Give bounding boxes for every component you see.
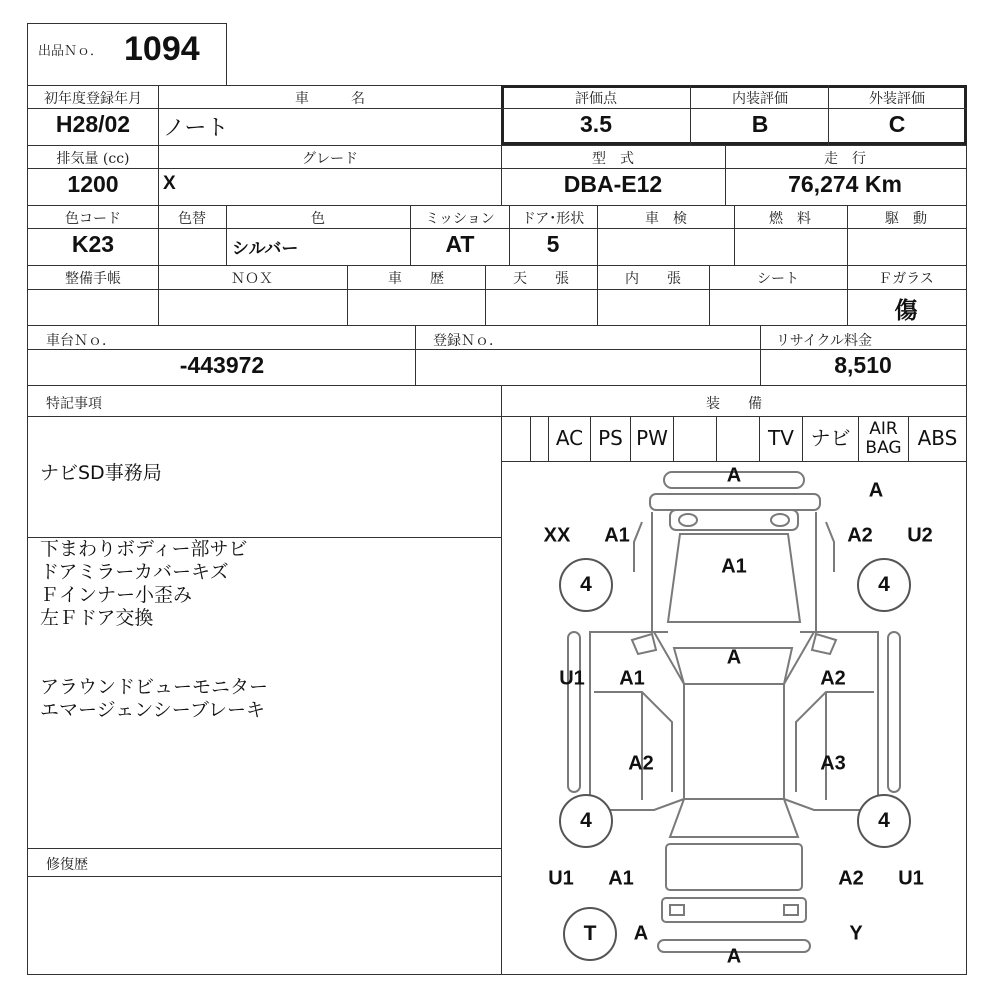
equipment-item-label: ABS	[917, 426, 958, 450]
mission-value: AT	[445, 231, 475, 257]
lot-label: 出品Ｎｏ．	[38, 44, 104, 59]
grade-label: グレード	[302, 151, 358, 167]
model-value: DBA-E12	[563, 171, 663, 197]
interior-label: 内装評価	[732, 91, 788, 107]
interior-trim-label: 内 張	[625, 271, 681, 287]
repair-label: 修復歴	[46, 857, 88, 873]
equipment-cell	[802, 416, 858, 461]
chassis-value: -443972	[179, 352, 265, 378]
car-diagram	[502, 462, 966, 974]
color-label: 色	[311, 211, 325, 227]
score-value: 3.5	[580, 111, 612, 137]
damage-top-a: A	[726, 464, 742, 487]
car-name-value: ノート	[163, 116, 229, 141]
damage-a1-bl: A1	[608, 867, 634, 890]
maintenance-label: 整備手帳	[65, 271, 121, 287]
equipment-item-label: PS	[598, 426, 623, 450]
tire-rl: 4	[559, 794, 613, 848]
notes-lines: 下まわりボディー部サビ ドアミラーカバーキズ Ｆインナー小歪み 左Ｆドア交換 アラウンドビューモニター エマージェンシーブレーキ	[40, 538, 269, 721]
equipment-cell	[908, 416, 966, 461]
damage-u1-bl: U1	[548, 867, 574, 890]
damage-hood: A1	[721, 555, 747, 578]
equipment-item-label: AIR BAG	[865, 418, 902, 458]
damage-u1-br: U1	[898, 867, 924, 890]
f-glass-value: 傷	[894, 297, 918, 324]
equipment-label: 装 備	[706, 396, 762, 412]
equipment-cell	[673, 416, 716, 461]
equipment-cell	[530, 416, 548, 461]
mission-label: ミッション	[425, 211, 495, 227]
score-label: 評価点	[575, 91, 617, 107]
recolor-label: 色替	[178, 211, 206, 227]
drive-label: 駆 動	[885, 211, 927, 227]
damage-xx: XX	[543, 524, 571, 547]
exterior-value: C	[888, 111, 906, 137]
sunroof-label: 天 張	[513, 271, 569, 287]
model-label: 型 式	[592, 151, 634, 167]
equipment-cell	[759, 416, 802, 461]
first-reg-label: 初年度登録年月	[44, 91, 142, 107]
equipment-cell	[548, 416, 590, 461]
equipment-cell	[716, 416, 759, 461]
damage-a1-left: A1	[619, 667, 645, 690]
tire-fl: 4	[559, 558, 613, 612]
seat-label: シート	[757, 271, 799, 287]
equipment-cell	[590, 416, 630, 461]
f-glass-label: Ｆガラス	[878, 271, 934, 287]
equipment-item-label: AC	[555, 426, 584, 450]
notes-label: 特記事項	[46, 396, 102, 412]
notes-first: ナビSD事務局	[40, 462, 162, 484]
damage-a1-tl: A1	[604, 524, 630, 547]
equipment-cell	[630, 416, 673, 461]
first-reg-value: H28/02	[55, 111, 131, 137]
equipment-item-label: TV	[768, 426, 794, 450]
mileage-label: 走 行	[824, 151, 866, 167]
door-label: ドア･形状	[521, 211, 585, 227]
displacement-value: 1200	[67, 171, 119, 197]
lot-number: 1094	[124, 30, 200, 68]
tire-rr: 4	[857, 794, 911, 848]
damage-a2-right: A2	[820, 667, 846, 690]
interior-value: B	[751, 111, 769, 137]
mileage-value: 76,274 Km	[788, 171, 902, 197]
displacement-label: 排気量 (cc)	[56, 151, 130, 167]
nox-label: ＮＯＸ	[231, 271, 273, 287]
damage-rear-a-left: A	[633, 922, 649, 945]
damage-u2: U2	[907, 524, 933, 547]
damage-roof: A	[726, 646, 742, 669]
equipment-item-label: PW	[636, 426, 668, 450]
damage-top-right-a: A	[868, 479, 884, 502]
door-value: 5	[546, 231, 560, 257]
color-code-value: K23	[71, 231, 115, 257]
damage-bottom-a: A	[726, 945, 742, 968]
exterior-label: 外装評価	[869, 91, 925, 107]
equipment-cell	[858, 416, 908, 461]
history-label: 車 歴	[388, 271, 444, 287]
damage-u1-left: U1	[559, 667, 585, 690]
color-code-label: 色コード	[65, 211, 121, 227]
damage-a2-tr: A2	[847, 524, 873, 547]
inspection-label: 車 検	[645, 211, 687, 227]
recycle-value: 8,510	[834, 352, 892, 378]
car-name-label: 車 名	[295, 91, 365, 107]
chassis-label: 車台Ｎｏ．	[46, 333, 116, 349]
grade-value: X	[163, 173, 176, 194]
damage-a2-br: A2	[838, 867, 864, 890]
fuel-label: 燃 料	[769, 211, 811, 227]
recycle-label: リサイクル料金	[776, 333, 873, 349]
registration-label: 登録Ｎｏ．	[433, 333, 503, 349]
color-value: シルバー	[232, 239, 299, 259]
tire-spare: T	[563, 907, 617, 961]
equipment-item-label: ナビ	[810, 426, 851, 450]
damage-a3-right: A3	[820, 752, 846, 775]
damage-a2-left: A2	[628, 752, 654, 775]
tire-fr: 4	[857, 558, 911, 612]
damage-y: Y	[849, 922, 863, 945]
